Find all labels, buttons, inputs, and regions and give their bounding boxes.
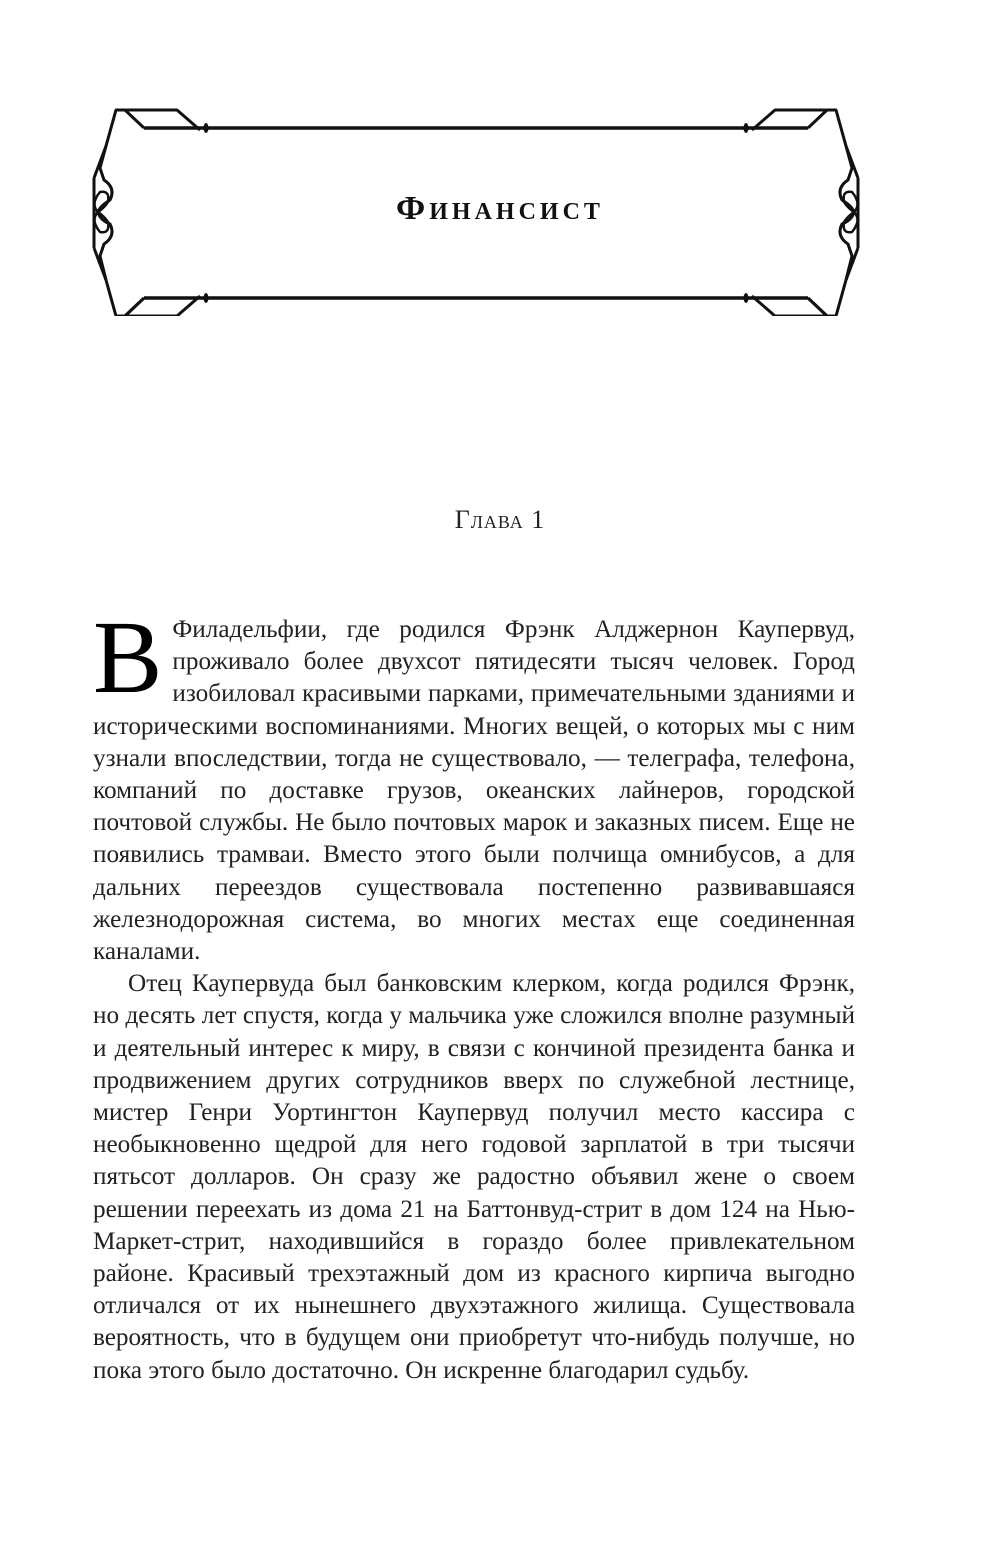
book-title: Финансист	[396, 190, 604, 227]
chapter-heading: Глава 1	[454, 505, 546, 534]
paragraph-1	[93, 600, 855, 968]
paragraph-1-text: Филадельфии, где родился Фрэнк Алджернон Каупервуд, проживало более двухсот пятидесяти тысяч человек. Город изобиловал красивыми парками, примечательными зданиями и историческими воспоминаниями. Многих вещей, о которых мы с ним узнали впоследствии, тогда не существовало, — телеграфа, телефона, компаний по доставке грузов, океанских лайнеров, городской почтовой службы. Не было почтовых марок и заказных писем. Еще не появились трамваи. Вместо этого были полчища омнибусов, а для дальних переездов существовала постепенно развивавшаяся железнодорожная система, во многих местах еще соединенная каналами.	[93, 616, 855, 966]
paragraph-2: Отец Каупервуда был банковским клерком, когда родился Фрэнк, но десять лет спустя, когда у мальчика уже сложился вполне разумный и деятельный интерес к миру, в связи с кончиной президента банка и продвижением других сотрудников вверх по служебной лестнице, мистер Генри Уортингтон Каупервуд получил место кассира с необыкновенно щедрой для него годовой зарплатой в три тысячи пятьсот долларов. Он сразу же радостно объявил жене о своем решении переехать из дома 21 на Баттонвуд-стрит в дом 124 на Нью-Маркет-стрит, находившийся в гораздо более привлекательном районе. Красивый трехэтажный дом из красного кирпича выгодно отличался от их нынешнего двухэтажного жилища. Существовала вероятность, что в будущем они приобретут что-нибудь получше, но пока этого было достаточно. Он искренне благодарил судьбу.	[93, 970, 855, 1384]
drop-cap: В	[93, 600, 163, 715]
chapter-body	[93, 600, 855, 1387]
